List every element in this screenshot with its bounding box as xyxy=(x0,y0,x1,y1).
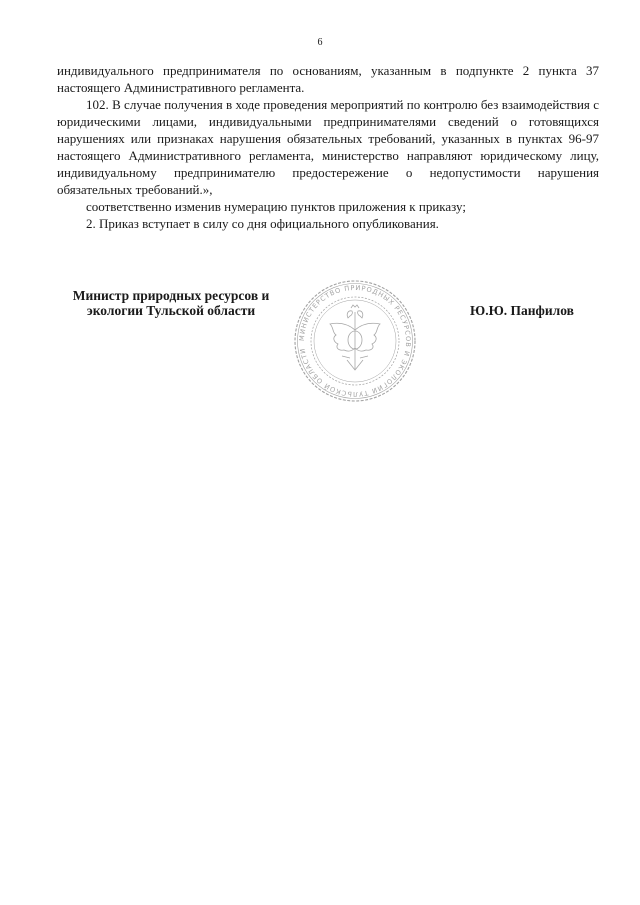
signature-block xyxy=(0,283,640,399)
paragraph-effective-date: 2. Приказ вступает в силу со дня официального опубликования. xyxy=(86,216,439,231)
signer-name: Ю.Ю. Панфилов xyxy=(470,303,574,318)
page-number: 6 xyxy=(317,37,323,48)
body-text xyxy=(57,62,599,232)
double-headed-eagle-emblem xyxy=(330,305,380,370)
paragraph-102: 102. В случае получения в ходе проведения мероприятий по контролю без взаимодействия с юридическими лицами, индивидуальными предпринимателями сведений о готовящихся нарушениях или признаках нарушения обязательных требований, указанных в пунктах 96-97 настоящего Административного регламента, министерство направляют юридическому лицу, индивидуальному предпринимателю предостережение о недопустимости нарушения обязательных требований.», xyxy=(57,97,599,197)
seal-ring-text: МИНИСТЕРСТВО ПРИРОДНЫХ РЕСУРСОВ И ЭКОЛОГИИ ТУЛЬСКОЙ ОБЛАСТИ xyxy=(297,283,413,399)
signer-position: Министр природных ресурсов и экологии Тульской области xyxy=(72,288,270,318)
paragraph-renumbering: соответственно изменив нумерацию пунктов приложения к приказу; xyxy=(86,199,466,214)
official-seal-stamp xyxy=(292,278,418,404)
paragraph-continuation: индивидуального предпринимателя по основаниям, указанным в подпункте 2 пункта 37 настоящего Административного регламента. xyxy=(57,63,599,95)
